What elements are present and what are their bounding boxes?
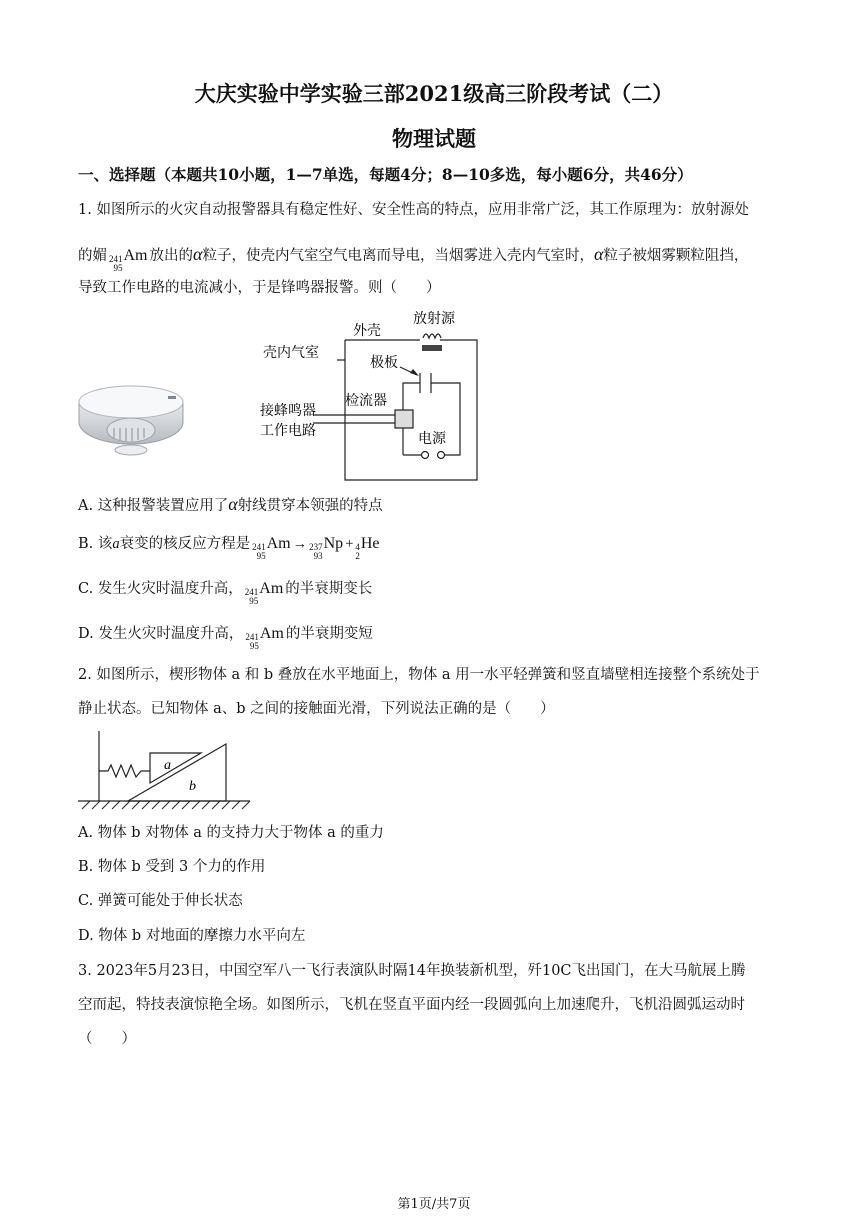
- label-detector: 检流器: [345, 393, 387, 409]
- q2-option-d: D. 物体 b 对地面的摩擦力水平向左: [78, 928, 306, 944]
- wedge-spring-diagram: [78, 728, 258, 813]
- page-number: 第1页/共7页: [397, 1197, 471, 1212]
- q1-line3: 导致工作电路的电流减小，于是锋鸣器报警。则（ ）: [78, 280, 441, 296]
- q1-line1: 1. 如图所示的火灾自动报警器具有稳定性好、安全性高的特点，应用非常广泛，其工作原理为：放射源处: [78, 202, 749, 218]
- q2-option-c: C. 弹簧可能处于伸长状态: [78, 893, 243, 909]
- q3-line2: 空而起，特技表演惊艳全场。如图所示，飞机在竖直平面内经一段圆弧向上加速爬升，飞机沿圆弧运动时: [78, 997, 745, 1013]
- label-inner-chamber: 壳内气室: [263, 345, 319, 361]
- alarm-circuit-diagram: [255, 305, 490, 487]
- alpha-symbol: α: [193, 244, 203, 264]
- label-buzzer-line2: 工作电路: [260, 423, 316, 439]
- q3-line3: （ ）: [78, 1031, 136, 1047]
- q2-option-a: A. 物体 b 对物体 a 的支持力大于物体 a 的重力: [78, 825, 384, 841]
- label-a: a: [164, 758, 171, 773]
- q1-option-a: A. 这种报警装置应用了α射线贯穿本领强的特点: [78, 494, 383, 514]
- q1-option-d: D. 发生火灾时温度升高， 241 95 Am 的半衰期变短: [78, 625, 373, 651]
- q2-line2: 静止状态。已知物体 a、b 之间的接触面光滑，下列说法正确的是（ ）: [78, 701, 555, 717]
- q1-option-b: B. 该a衰变的核反应方程是 241 95 Am → 237 93 Np + 4 2 He: [78, 535, 380, 561]
- q3-line1: 3. 2023年5月23日，中国空军八一飞行表演队时隔14年换装新机型，歼10C飞出国门，在大马航展上腾: [78, 963, 746, 979]
- smoke-detector-image: [76, 378, 186, 463]
- page-title: 大庆实验中学实验三部2021级高三阶段考试（二）: [194, 81, 674, 106]
- section-heading: 一、选择题（本题共10小题，1—7单选，每题4分；8—10多选，每小题6分，共46分）: [78, 165, 693, 184]
- q2-line1: 2. 如图所示，楔形物体 a 和 b 叠放在水平地面上，物体 a 用一水平轻弹簧和竖直墙壁相连接整个系统处于: [78, 667, 760, 683]
- label-b: b: [189, 779, 196, 794]
- label-radiation-source: 放射源: [413, 311, 455, 327]
- label-power: 电源: [418, 431, 446, 447]
- page-subtitle: 物理试题: [392, 126, 476, 151]
- label-outer-shell: 外壳: [353, 323, 381, 339]
- q1-line2: 的媚 241 95 Am 放出的α粒子，使壳内气室空气电离而导电，当烟雾进入壳内气室时，α粒子被烟雾颗粒阻挡，: [78, 244, 749, 273]
- q2-option-b: B. 物体 b 受到 3 个力的作用: [78, 859, 266, 875]
- label-buzzer-line1: 接蜂鸣器: [260, 403, 316, 419]
- label-electrode: 极板: [370, 355, 398, 371]
- q1-option-c: C. 发生火灾时温度升高， 241 95 Am 的半衰期变长: [78, 580, 373, 606]
- am-isotope: 241 95 Am: [109, 247, 148, 273]
